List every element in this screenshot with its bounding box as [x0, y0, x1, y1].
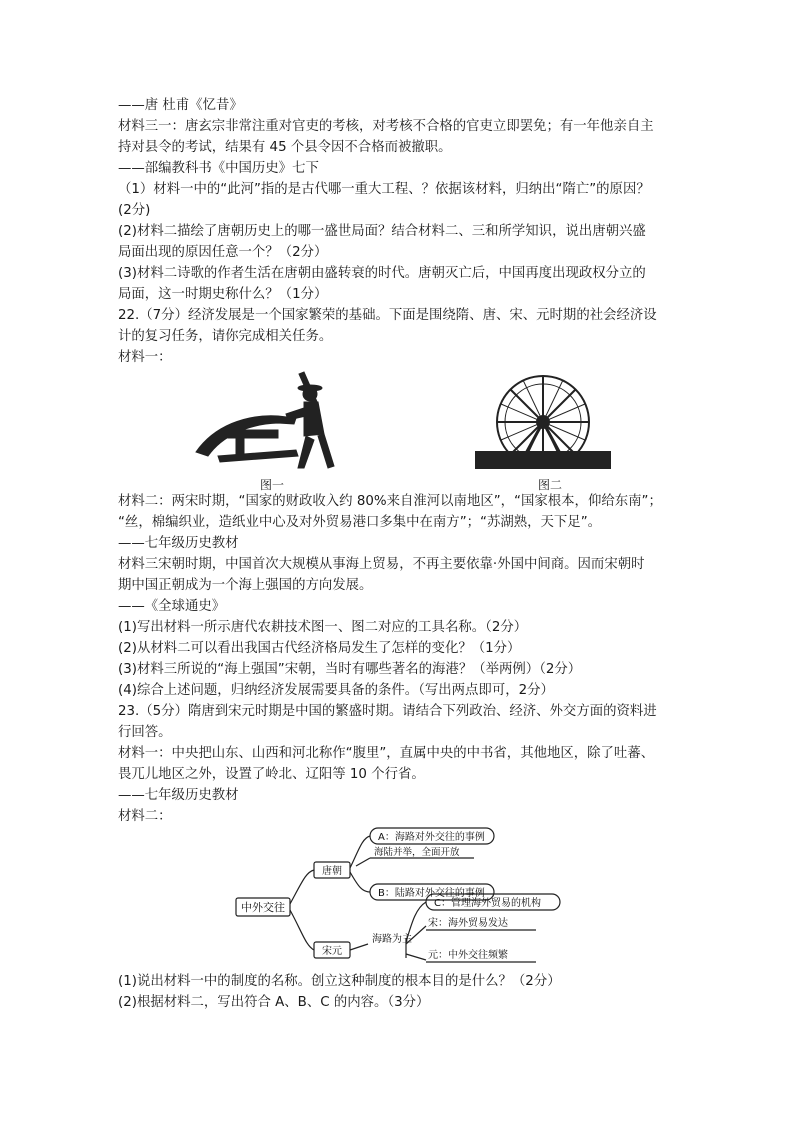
mindmap-sea-main: 海路为主	[372, 934, 412, 945]
text-line: ——部编教科书《中国历史》七下	[118, 161, 319, 176]
text-line: 22.（7分）经济发展是一个国家繁荣的基础。下面是围绕隋、唐、宋、元时期的社会经济设	[118, 308, 657, 323]
text-line: (1)写出材料一所示唐代农耕技术图一、图二对应的工具名称。（2分）	[118, 620, 528, 635]
text-line: (2)从材料二可以看出我国古代经济格局发生了怎样的变化？（1分）	[118, 641, 521, 656]
mindmap-tang-middle: 海陆并举，全面开放	[374, 847, 460, 858]
mindmap-c: C：管理海外贸易的机构	[434, 898, 541, 909]
mindmap-songyuan: 宋元	[322, 946, 342, 957]
text-line: (2)材料二描绘了唐朝历史上的哪一盛世局面？结合材料二、三和所学知识，说出唐朝兴盛	[118, 224, 646, 239]
text-line: (2)根据材料二，写出符合 A、B、C 的内容。（3分）	[118, 995, 430, 1010]
text-line: “丝，棉编织业，造纸业中心及对外贸易港口多集中在南方”；“苏湖熟，天下足”。	[118, 515, 602, 530]
text-line: 计的复习任务，请你完成相关任务。	[118, 329, 333, 344]
waterwheel-figure	[476, 376, 610, 468]
plough-illustration	[118, 364, 678, 476]
text-line: 材料三宋朝时期，中国首次大规模从事海上贸易，不再主要依靠·外国中间商。因而宋朝时	[118, 557, 645, 572]
text-line: 局面出现的原因任意一个？（2分）	[118, 245, 328, 260]
text-line: 畏兀儿地区之外，设置了岭北、辽阳等 10 个行省。	[118, 767, 425, 782]
text-line: 材料二：两宋时期，“国家的财政收入约 80%来自淮河以南地区”，“国家根本，仰给东南”；	[118, 494, 662, 509]
mindmap-root: 中外交往	[241, 901, 285, 914]
text-line: 材料二：	[118, 809, 172, 824]
text-line: (2分)	[118, 203, 151, 218]
text-line: 材料一：	[118, 350, 172, 365]
text-line: 材料三一：唐玄宗非常注重对官吏的考核，对考核不合格的官吏立即罢免；有一年他亲自主	[118, 119, 654, 134]
figure-two-caption: 图二	[538, 478, 563, 492]
text-line: ——唐 杜甫《忆昔》	[118, 98, 243, 113]
figure-one-caption: 图一	[260, 478, 285, 492]
text-line: (3)材料二诗歌的作者生活在唐朝由盛转衰的时代。唐朝灭亡后，中国再度出现政权分立的	[118, 266, 646, 281]
text-line: (1)说出材料一中的制度的名称。创立这种制度的根本目的是什么？（2分）	[118, 974, 561, 989]
mindmap-b: B：陆路对外交往的事例	[378, 888, 485, 899]
text-line: (3)材料三所说的“海上强国”宋朝，当时有哪些著名的海港？（举两例）（2分）	[118, 662, 582, 677]
mindmap-a: A：海路对外交往的事例	[378, 832, 485, 843]
plough-figure	[196, 372, 334, 468]
text-line: 23.（5分）隋唐到宋元时期是中国的繁盛时期。请结合下列政治、经济、外交方面的资料进	[118, 704, 657, 719]
mindmap-song: 宋：海外贸易发达	[428, 918, 508, 929]
text-line: ——七年级历史教材	[118, 536, 239, 551]
foreign-relations-mindmap	[230, 822, 570, 968]
material-one-figures	[118, 364, 678, 494]
text-line: 持对县令的考试，结果有 45 个县令因不合格而被撤职。	[118, 140, 452, 155]
text-line: ——《全球通史》	[118, 599, 226, 614]
mindmap-yuan: 元：中外交往频繁	[428, 950, 508, 961]
text-line: (4)综合上述问题，归纳经济发展需要具备的条件。（写出两点即可，2分）	[118, 683, 554, 698]
text-line: 局面，这一时期史称什么？（1分）	[118, 287, 328, 302]
mindmap-tang: 唐朝	[322, 866, 342, 877]
text-line: 行回答。	[118, 725, 172, 740]
text-line: （1）材料一中的“此河”指的是古代哪一重大工程、？依据该材料，归纳出“隋亡”的原因？	[118, 182, 650, 197]
text-line: 期中国正朝成为一个海上强国的方向发展。	[118, 578, 373, 593]
text-line: ——七年级历史教材	[118, 788, 239, 803]
text-line: 材料一：中央把山东、山西和河北称作“腹里”，直属中央的中书省，其他地区，除了吐蕃、	[118, 746, 655, 761]
